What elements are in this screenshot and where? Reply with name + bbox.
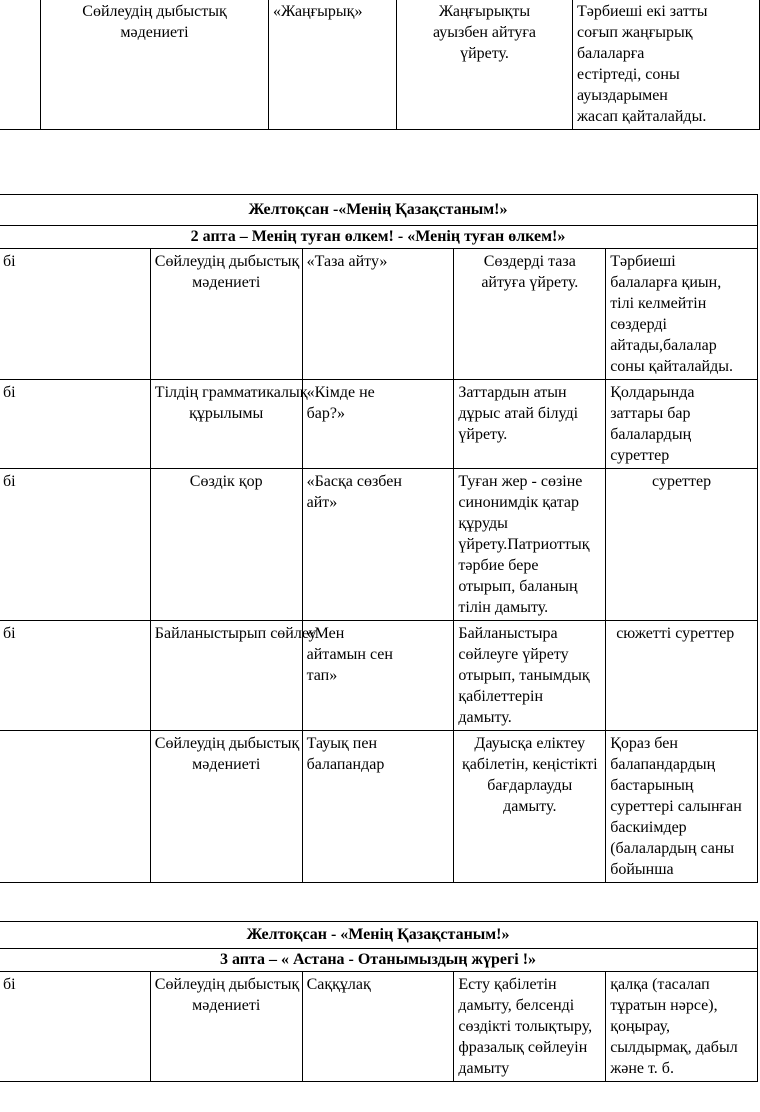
game-cell: Тауық пен балапандар — [302, 731, 454, 883]
goal-cell: Заттардын атын дұрыс атай білуді үйрету. — [454, 380, 606, 469]
section-cell: Сөздік қор — [150, 469, 302, 621]
row-number-cell — [0, 731, 150, 883]
section-subtitle: 3 апта – « Астана - Отанымыздың жүрегі !» — [0, 949, 758, 972]
row-number-cell: бі — [0, 972, 150, 1082]
table-row — [0, 972, 758, 1082]
method-cell: Қораз бен балапандардың бастарының суреттері салынған баскиімдер (балалардың саны бойынша — [606, 731, 758, 883]
section-cell: Сөйлеудің дыбыстық мәдениеті — [150, 249, 302, 380]
goal-cell: Жаңғырықты ауызбен айтуға үйрету. — [397, 0, 573, 130]
section-cell: Байланыстырып сөйлеу — [150, 621, 302, 731]
section-subtitle: 2 апта – Менің туған өлкем! - «Менің туған өлкем!» — [0, 226, 758, 249]
section-title: Желтоқсан -«Менің Қазақстаным!» — [0, 195, 758, 226]
method-cell: Тәрбиеші балаларға қиын, тілі келмейтін сөздерді айтады,балалар соны қайталайды. — [606, 249, 758, 380]
table-row — [0, 380, 758, 469]
table-row — [0, 0, 760, 130]
method-cell: Қолдарында заттары бар балалардың суреттер — [606, 380, 758, 469]
game-cell: «Кімде не бар?» — [302, 380, 454, 469]
game-cell: «Таза айту» — [302, 249, 454, 380]
goal-cell: Дауысқа еліктеу қабілетін, кеңістікті бағдарлауды дамыту. — [454, 731, 606, 883]
section-cell: Сөйлеудің дыбыстық мәдениеті — [41, 0, 269, 130]
section-subtitle-row — [0, 226, 758, 249]
row-number-cell: бі — [0, 380, 150, 469]
game-cell: «Басқа сөзбен айт» — [302, 469, 454, 621]
section-cell: Сөйлеудің дыбыстық мәдениеті — [150, 972, 302, 1082]
section-subtitle-row — [0, 949, 758, 972]
game-cell: Саққұлақ — [302, 972, 454, 1082]
section-cell: Тілдің грамматикалық құрылымы — [150, 380, 302, 469]
method-cell: қалқа (тасалап тұратын нәрсе), қоңырау, сылдырмақ, дабыл және т. б. — [606, 972, 758, 1082]
section-title-row — [0, 922, 758, 949]
table-row — [0, 469, 758, 621]
table-row — [0, 249, 758, 380]
section-title-row — [0, 195, 758, 226]
method-cell: суреттер — [606, 469, 758, 621]
row-number-cell — [0, 0, 41, 130]
goal-cell: Байланыстыра сөйлеуге үйрету отырып, танымдық қабілеттерін дамыту. — [454, 621, 606, 731]
table-row — [0, 731, 758, 883]
row-number-cell: бі — [0, 249, 150, 380]
lesson-table-2 — [0, 194, 758, 883]
goal-cell: Есту қабілетін дамыту, белсенді сөздікті толықтыру, фразалық сөйлеуін дамыту — [454, 972, 606, 1082]
game-cell: «Мен айтамын сен тап» — [302, 621, 454, 731]
section-title: Желтоқсан - «Менің Қазақстаным!» — [0, 922, 758, 949]
lesson-table-3 — [0, 921, 758, 1082]
table-row — [0, 621, 758, 731]
method-cell: сюжетті суреттер — [606, 621, 758, 731]
row-number-cell: бі — [0, 469, 150, 621]
game-cell: «Жаңғырық» — [269, 0, 397, 130]
goal-cell: Сөздерді таза айтуға үйрету. — [454, 249, 606, 380]
section-cell: Сөйлеудің дыбыстық мәдениеті — [150, 731, 302, 883]
goal-cell: Туған жер - сөзіне синонимдік қатар құруды үйрету.Патриоттық тәрбие бере отырып, баланың тілін дамыту. — [454, 469, 606, 621]
row-number-cell: бі — [0, 621, 150, 731]
lesson-table-1 — [0, 0, 760, 130]
method-cell: Тәрбиеші екі затты соғып жаңғырық балаларға естіртеді, соны ауыздарымен жасап қайталайды. — [573, 0, 760, 130]
